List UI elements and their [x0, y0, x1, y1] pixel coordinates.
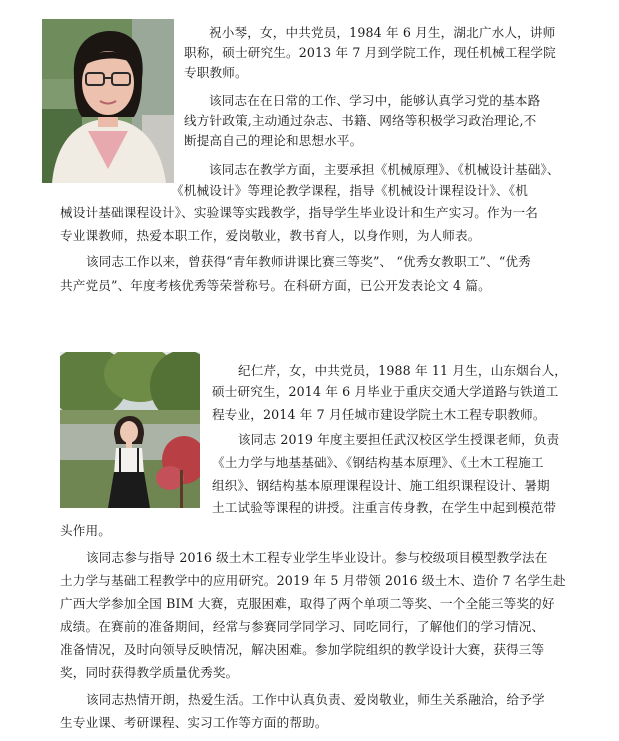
profile-2-line-14: 奖，同时获得教学质量优秀奖。: [60, 665, 239, 680]
profile-1-line-10: 专业课教师，热爱本职工作，爱岗敬业，教书育人，以身作则，为人师表。: [60, 228, 481, 243]
profile-2-line-12: 成绩。在赛前的准备期间，经常与参赛同学同学习、同吃同行，了解他们的学习情况、: [60, 619, 545, 634]
profile-2-line-3: 程专业，2014 年 7 月任城市建设学院土木工程专职教师。: [212, 407, 546, 422]
profile-1-line-8: 《机械设计》等理论教学课程，指导《机械设计课程设计》、《机: [171, 183, 528, 198]
profile-1-line-3: 专职教师。: [184, 65, 248, 80]
profile-2-line-4: 该同志 2019 年度主要担任武汉校区学生授课老师，负责: [238, 432, 560, 447]
profile-2-line-2: 硕士研究生，2014 年 6 月毕业于重庆交通大学道路与铁道工: [212, 384, 559, 399]
profile-1-line-5: 线方针政策,主动通过杂志、书籍、网络等积极学习政治理论,不: [184, 113, 537, 128]
profile-2-line-13: 准备情况，及时向领导反映情况，解决困难。参加学院组织的教学设计大赛，获得三等: [60, 642, 545, 657]
profile-1-line-12: 共产党员”、年度考核优秀等荣誉称号。在科研方面，已公开发表论文 4 篇。: [60, 278, 491, 293]
profile-1-line-6: 断提高自己的理论和思想水平。: [184, 133, 363, 148]
profile-2-line-1: 纪仁芹，女，中共党员，1988 年 11 月生，山东烟台人，: [238, 363, 568, 378]
profile-2-line-11: 广西大学参加全国 BIM 大赛，克服困难，取得了两个单项二等奖、一个全能三等奖的好: [60, 596, 555, 611]
profile-2-line-15: 该同志热情开朗，热爱生活。工作中认真负责、爱岗敬业，师生关系融洽，给予学: [86, 692, 545, 707]
profile-2-line-10: 土力学与基础工程教学中的应用研究。2019 年 5 月带领 2016 级土木、造价 7 名学生赴: [60, 573, 566, 588]
profile-1-line-2: 职称，硕士研究生。2013 年 7 月到学院工作，现任机械工程学院: [184, 45, 556, 60]
portrait-photo-2: [60, 352, 200, 508]
portrait-photo-1: [42, 19, 174, 183]
profile-2-line-16: 生专业课、考研课程、实习工作等方面的帮助。: [60, 715, 328, 730]
profile-2-line-7: 土工试验等课程的讲授。注重言传身教，在学生中起到模范带: [212, 500, 557, 515]
profile-2-line-9: 该同志参与指导 2016 级土木工程专业学生毕业设计。参与校级项目模型教学法在: [86, 550, 548, 565]
profile-2-line-5: 《土力学与地基基础》、《钢结构基本原理》、《土木工程施工: [212, 455, 544, 470]
profile-1-line-1: 祝小琴，女，中共党员，1984 年 6 月生，湖北广水人，讲师: [209, 25, 556, 40]
profile-1-line-7: 该同志在教学方面，主要承担《机械原理》、《机械设计基础》、: [209, 162, 560, 177]
profile-2-line-6: 组织》、钢结构基本原理课程设计、施工组织课程设计、暑期: [212, 478, 550, 493]
profile-1-line-11: 该同志工作以来，曾获得“青年教师讲课比赛三等奖”、 “优秀女教职工”、“优秀: [86, 254, 531, 269]
profile-1-line-9: 械设计基础课程设计》、实验课等实践教学，指导学生毕业设计和生产实习。作为一名: [60, 205, 538, 220]
profile-2-line-8: 头作用。: [60, 523, 111, 538]
profile-1-line-4: 该同志在在日常的工作、学习中，能够认真学习党的基本路: [209, 93, 541, 108]
